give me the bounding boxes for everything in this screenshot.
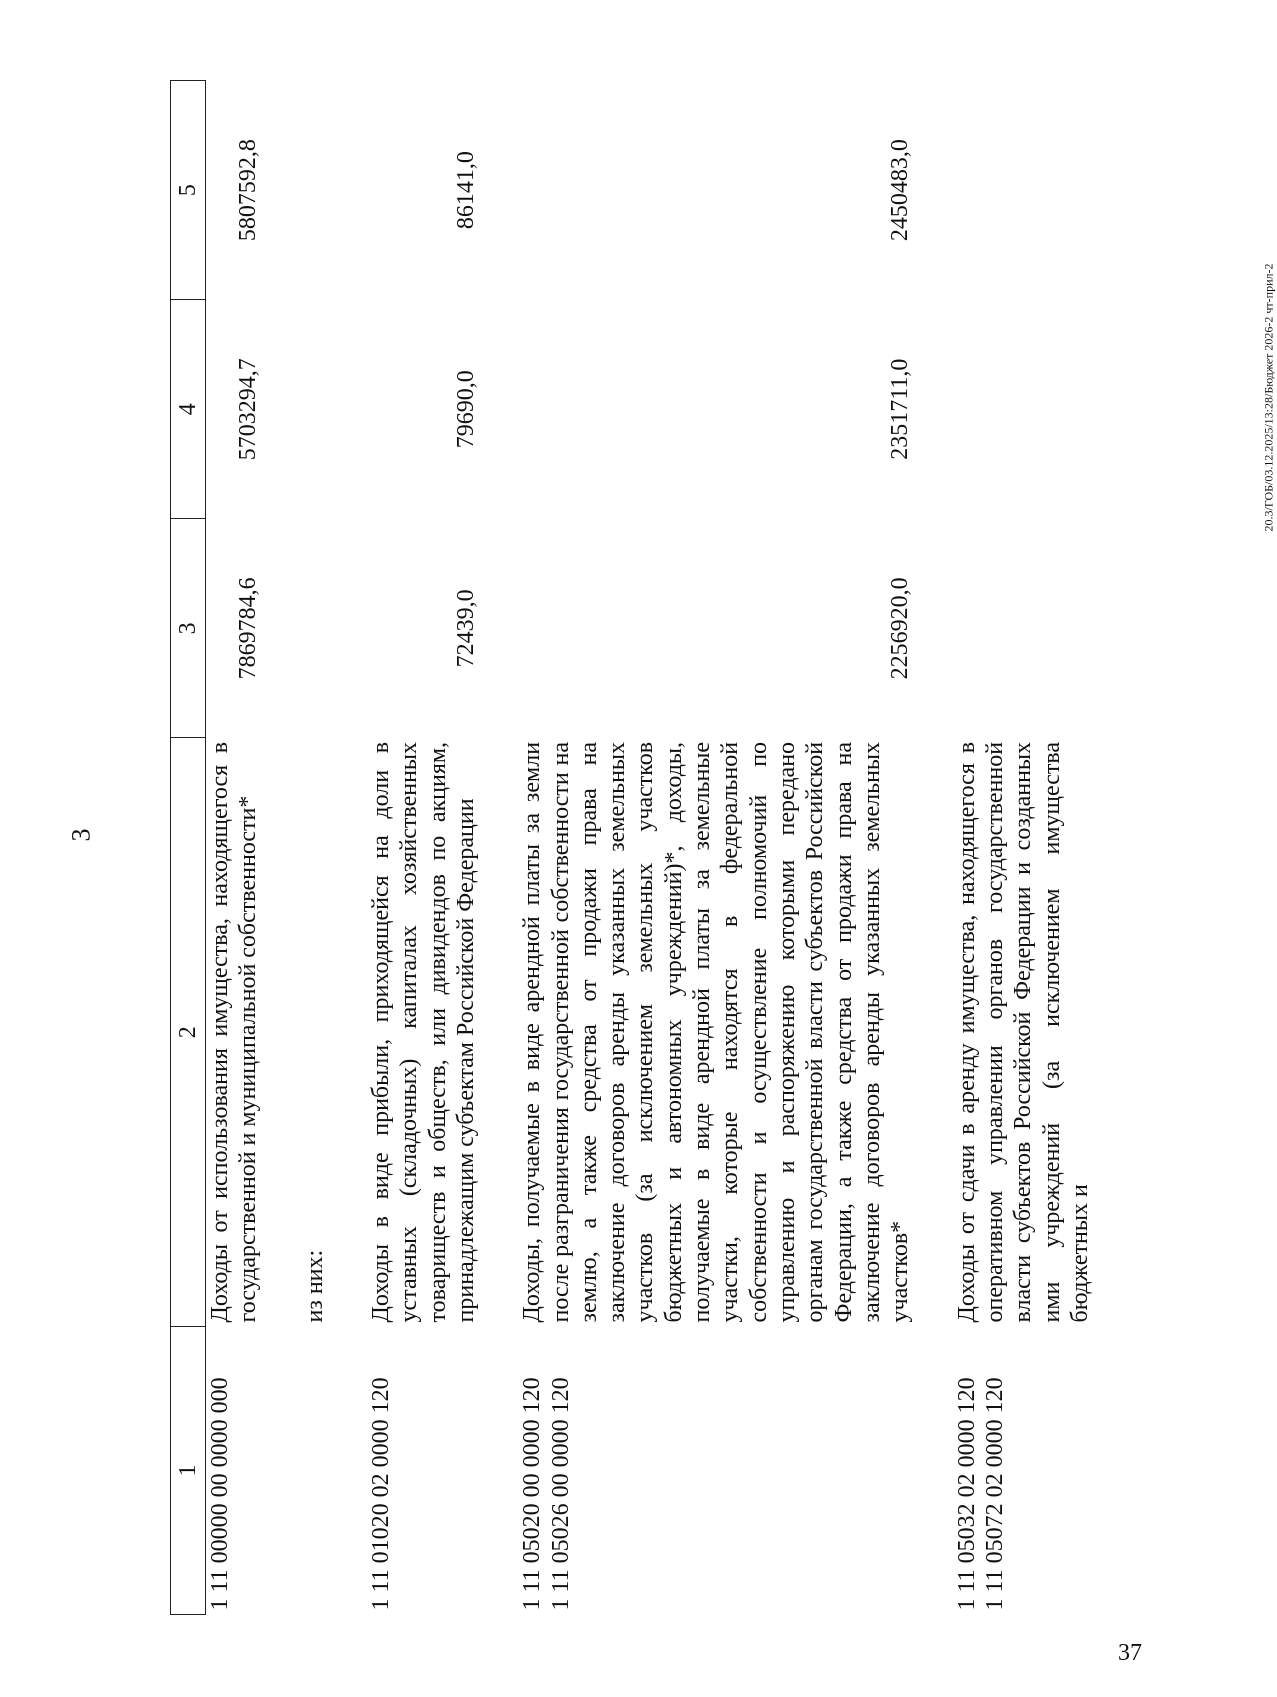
table-row [518,81,914,1615]
col-header-2: 2 [171,738,206,1327]
subheading-text: из них: [301,1249,328,1323]
table-row [953,81,1095,1615]
budget-code: 1 11 05026 00 0000 120 [547,1377,574,1611]
budget-code-cell [367,1326,480,1614]
budget-code-cell [518,1326,914,1614]
budget-code: 1 11 01020 02 0000 120 [367,1377,394,1611]
col-header-4: 4 [171,300,206,519]
col-header-1: 1 [171,1326,206,1614]
budget-income-table [170,80,1094,1615]
rotated-table-container [170,80,1093,1615]
value-2028: 5807592,8 [235,139,262,242]
value-2027: 2351711,0 [887,358,914,460]
budget-code: 1 11 05020 00 0000 120 [519,1377,546,1611]
income-description: Доходы от использования имущества, находящегося в государственной и муниципальной собственности* [207,741,262,1323]
subheading-cell [301,738,329,1327]
row-spacer [915,81,953,1615]
description-cell [367,738,480,1327]
income-description: Доходы от сдачи в аренду имущества, находящегося в оперативном управлении органов государственной власти субъектов Российской Федерации и созданных ими учреждений (за исключением имущества бюджетных и [953,741,1093,1323]
col-header-3: 3 [171,519,206,738]
budget-code: 1 11 05032 02 0000 120 [953,1377,980,1611]
income-description: Доходы, получаемые в виде арендной платы за земли после разграничения государственной собственности на землю, а также средства от продажи права на заключение договоров аренды указанных земельных участков (за исключением земельных участков бюджетных и автономных учреждений)*, доходы, получаемые в виде арендной платы за земельные участки, которые находятся в федеральной собственности и осуществление полномочий по управлению и распоряжению которыми передано органам государственной власти субъектов Российской Федерации, а также средства от продажи права на заключение договоров аренды указанных земельных участков* [519,741,914,1323]
value-2027: 5703294,7 [235,358,262,461]
row-spacer [263,81,301,1615]
description-cell [953,738,1095,1327]
budget-code: 1 11 05072 02 0000 120 [981,1377,1008,1611]
value-2028: 86141,0 [452,151,479,230]
budget-code-cell [953,1326,1095,1614]
value-2026: 7869784,6 [235,577,262,680]
value-2026: 72439,0 [452,589,479,668]
document-stamp: 20.3/ГОБ/03.12.2025/13:28/Бюджет 2026-2 чт-прил-2 [1261,263,1276,532]
table-row [301,81,329,1615]
budget-code-cell [206,1326,263,1614]
description-cell [206,738,263,1327]
page-footer-number: 37 [1118,1640,1142,1666]
value-2026: 2256920,0 [887,577,914,680]
table-row [206,81,263,1615]
budget-code: 1 11 00000 00 0000 000 [207,1377,233,1611]
page-header-number: 3 [66,828,96,842]
table-header-row [171,81,206,1615]
row-spacer [480,81,518,1615]
income-description: Доходы в виде прибыли, приходящейся на доли в уставных (складочных) капиталах хозяйственных товариществ и обществ, или дивидендов по акциям, принадлежащим субъектам Российской Федерации [367,741,479,1323]
value-2028: 2450483,0 [887,139,914,242]
row-spacer [329,81,367,1615]
description-cell [518,738,914,1327]
table-row [367,81,480,1615]
value-2027: 79690,0 [452,370,479,449]
col-header-5: 5 [171,81,206,300]
